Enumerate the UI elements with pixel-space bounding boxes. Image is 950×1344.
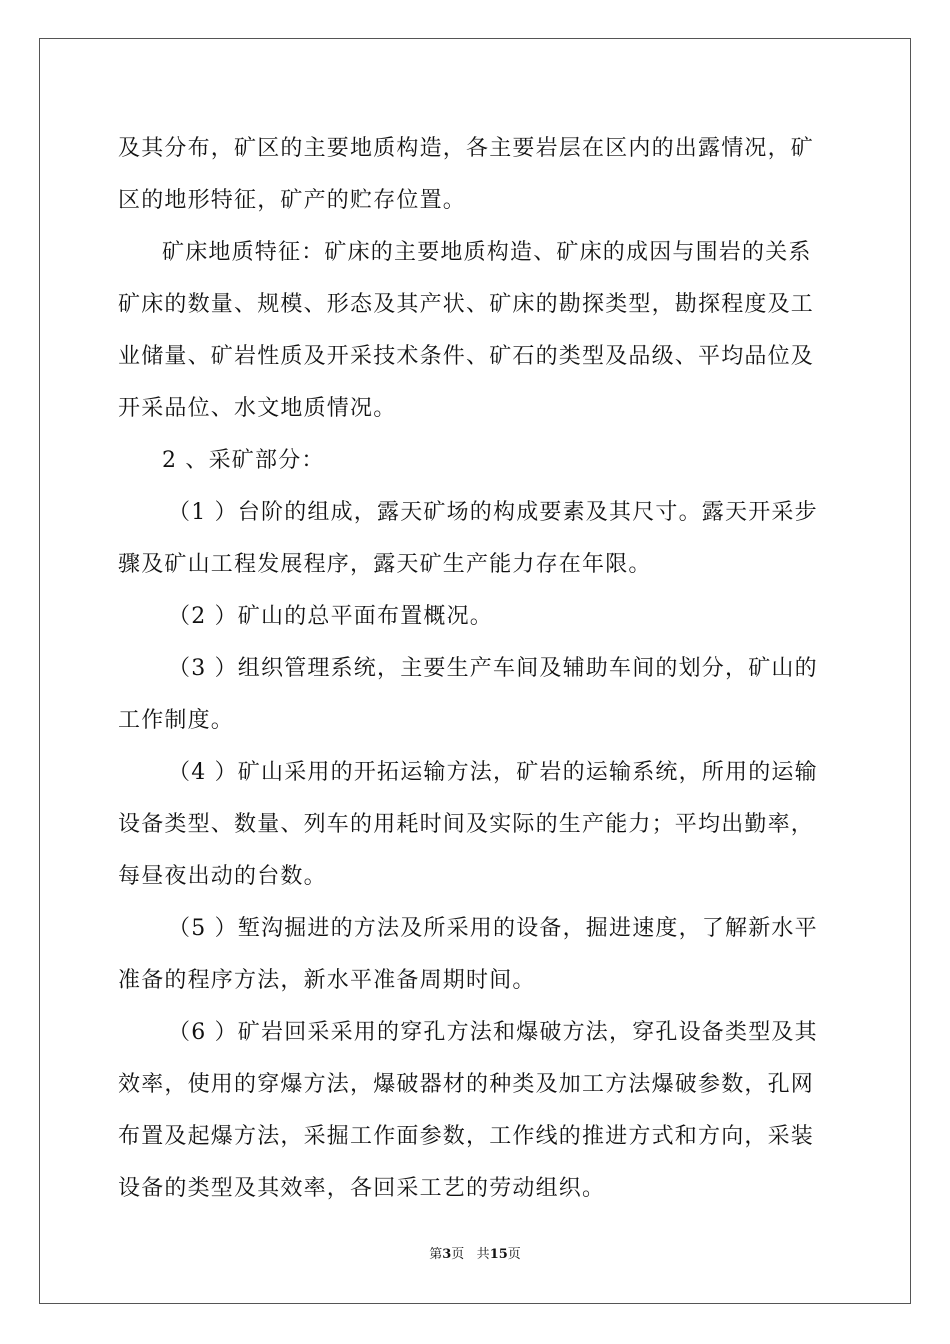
text-line: 设备类型、数量、列车的用耗时间及实际的生产能力；平均出勤率， [118,812,815,837]
list-item-4: （4 ）矿山采用的开拓运输方法，矿岩的运输系统，所用的运输 [168,760,818,785]
section-heading: 2 、采矿部分： [162,448,325,473]
page-prefix: 第 [429,1247,443,1262]
total-prefix: 共 [476,1247,490,1262]
text-line: 及其分布，矿区的主要地质构造，各主要岩层在区内的出露情况，矿 [118,136,815,161]
text-line: 效率，使用的穿爆方法，爆破器材的种类及加工方法爆破参数，孔网 [118,1072,815,1097]
page-footer [0,1246,950,1264]
total-suffix: 页 [507,1247,521,1262]
text-line: 设备的类型及其效率，各回采工艺的劳动组织。 [118,1176,606,1201]
paragraph-start: 矿床地质特征：矿床的主要地质构造、矿床的成因与围岩的关系 [162,240,812,265]
text-line: 骤及矿山工程发展程序，露天矿生产能力存在年限。 [118,552,652,577]
text-line: 开采品位、水文地质情况。 [118,396,397,421]
list-item-6: （6 ）矿岩回采采用的穿孔方法和爆破方法，穿孔设备类型及其 [168,1020,818,1045]
page-suffix: 页 [451,1247,465,1262]
list-item-3: （3 ）组织管理系统，主要生产车间及辅助车间的划分，矿山的 [168,656,818,681]
text-line: 矿床的数量、规模、形态及其产状、矿床的勘探类型，勘探程度及工 [118,292,815,317]
text-line: 工作制度。 [118,708,235,733]
text-line: 业储量、矿岩性质及开采技术条件、矿石的类型及品级、平均品位及 [118,344,815,369]
page-total: 15 [489,1247,508,1262]
page-current: 3 [442,1247,452,1262]
document-body [118,123,834,1215]
text-line: 准备的程序方法，新水平准备周期时间。 [118,968,536,993]
text-line: 每昼夜出动的台数。 [118,864,327,889]
list-item-5: （5 ）堑沟掘进的方法及所采用的设备，掘进速度，了解新水平 [168,916,818,941]
list-item-1: （1 ）台阶的组成，露天矿场的构成要素及其尺寸。露天开采步 [168,500,818,525]
text-line: 布置及起爆方法，采掘工作面参数，工作线的推进方式和方向，采装 [118,1124,815,1149]
list-item-2: （2 ）矿山的总平面布置概况。 [168,604,493,629]
text-line: 区的地形特征，矿产的贮存位置。 [118,188,467,213]
